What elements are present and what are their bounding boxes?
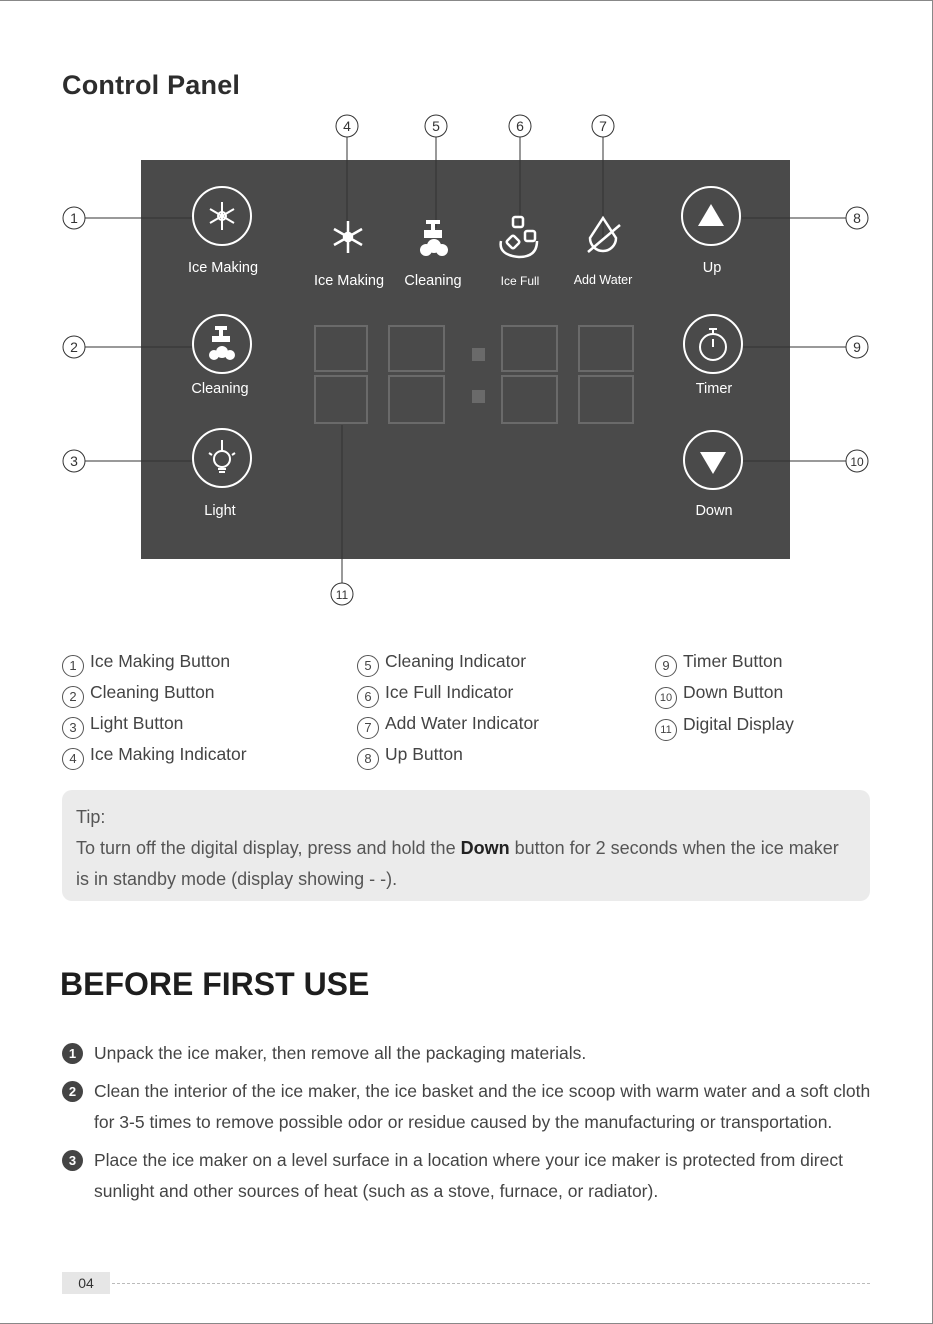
- legend-item: 11 Digital Display: [655, 709, 794, 741]
- svg-text:1: 1: [70, 210, 78, 226]
- colon-top: [472, 348, 485, 361]
- light-button-label: Light: [204, 503, 236, 519]
- page-border-top: [0, 0, 933, 1]
- legend-item: 5 Cleaning Indicator: [357, 646, 539, 677]
- tip-heading: Tip:: [76, 807, 106, 827]
- ice-full-indicator-label: Ice Full: [500, 274, 540, 288]
- callout-8: [846, 207, 868, 229]
- legend-item: 10 Down Button: [655, 677, 794, 709]
- tip-text: To turn off the digital display, press and hold the Down button for 2 seconds when the ice maker is in standby mode (display showing - -).: [76, 838, 839, 889]
- down-button[interactable]: [684, 431, 742, 489]
- add-water-indicator-label: Add Water: [573, 273, 633, 287]
- callout-11: [331, 583, 353, 605]
- page-number: 04: [62, 1272, 110, 1294]
- ice-making-button-label: Ice Making: [187, 260, 259, 276]
- legend-column-2: [357, 646, 539, 770]
- legend-item: 3 Light Button: [62, 708, 247, 739]
- light-button[interactable]: [193, 429, 251, 487]
- svg-text:11: 11: [335, 588, 349, 602]
- legend-column-1: [62, 646, 247, 770]
- legend-column-3: [655, 646, 794, 741]
- svg-text:5: 5: [432, 118, 440, 134]
- callout-4: [336, 115, 358, 137]
- callout-9: [846, 336, 868, 358]
- section-title: BEFORE FIRST USE: [60, 966, 370, 1002]
- callout-7: [592, 115, 614, 137]
- callout-2: [63, 336, 85, 358]
- svg-text:2: 2: [70, 339, 78, 355]
- ice-making-indicator-label: Ice Making: [313, 273, 385, 289]
- up-button[interactable]: [682, 187, 740, 245]
- legend-item: 4 Ice Making Indicator: [62, 739, 247, 770]
- page-title: Control Panel: [62, 70, 241, 100]
- cleaning-indicator-label: Cleaning: [404, 273, 462, 289]
- callout-6: [509, 115, 531, 137]
- step-item: 3 Place the ice maker on a level surface in a location where your ice maker is protected from direct sunlight and other sources of heat (such as a stove, furnace, or radiator).: [62, 1145, 872, 1207]
- down-button-label: Down: [695, 503, 733, 519]
- control-panel-diagram: [0, 100, 933, 620]
- callout-5: [425, 115, 447, 137]
- legend-item: 9 Timer Button: [655, 646, 794, 677]
- svg-text:4: 4: [343, 118, 351, 134]
- svg-text:9: 9: [853, 339, 861, 355]
- svg-text:6: 6: [516, 118, 524, 134]
- footer-divider: [112, 1283, 870, 1284]
- colon-bottom: [472, 390, 485, 403]
- svg-text:7: 7: [599, 118, 607, 134]
- step-item: 2 Clean the interior of the ice maker, the ice basket and the ice scoop with warm water and a soft cloth for 3-5 times to remove possible odor or residue caused by the manufacturing or transportation.: [62, 1076, 872, 1138]
- tip-box: [62, 790, 870, 901]
- svg-text:8: 8: [853, 210, 861, 226]
- legend-item: 6 Ice Full Indicator: [357, 677, 539, 708]
- svg-text:3: 3: [70, 453, 78, 469]
- step-item: 1 Unpack the ice maker, then remove all the packaging materials.: [62, 1038, 872, 1069]
- callout-1: [63, 207, 85, 229]
- steps-list: [62, 1038, 872, 1214]
- up-button-label: Up: [702, 260, 722, 276]
- legend-item: 8 Up Button: [357, 739, 539, 770]
- timer-button-label: Timer: [695, 381, 733, 397]
- cleaning-button-label: Cleaning: [191, 381, 249, 397]
- callout-10: [846, 450, 868, 472]
- legend-item: 7 Add Water Indicator: [357, 708, 539, 739]
- cleaning-button[interactable]: [193, 315, 251, 373]
- timer-button[interactable]: [684, 315, 742, 373]
- ice-making-button[interactable]: [193, 187, 251, 245]
- svg-text:10: 10: [850, 455, 864, 469]
- legend-item: 1 Ice Making Button: [62, 646, 247, 677]
- callout-3: [63, 450, 85, 472]
- legend-item: 2 Cleaning Button: [62, 677, 247, 708]
